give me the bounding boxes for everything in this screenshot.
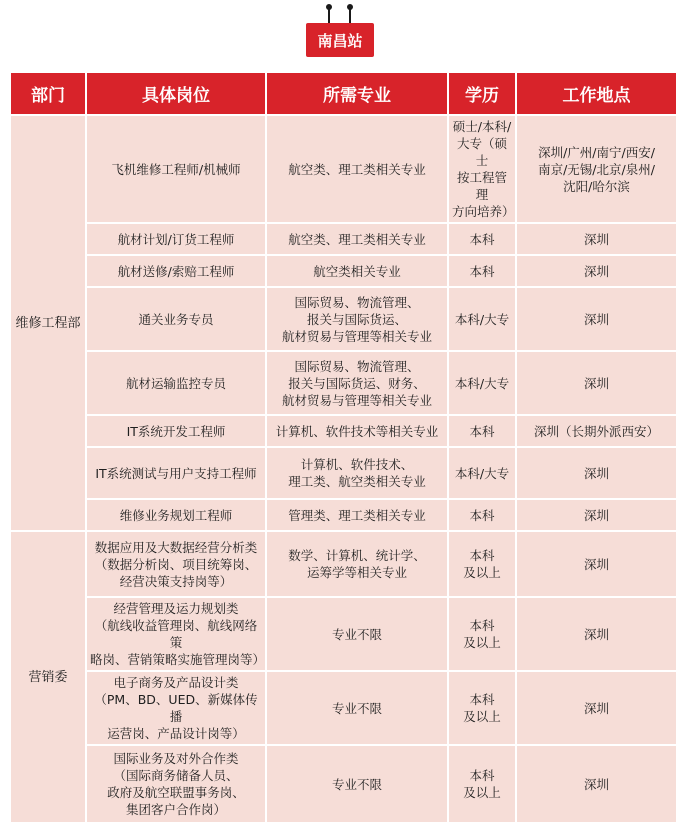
header-education: 学历	[448, 73, 516, 115]
hanging-line-right	[349, 7, 351, 23]
job-table	[9, 73, 678, 824]
major-cell: 计算机、软件技术、 理工类、航空类相关专业	[266, 447, 448, 499]
major-cell: 专业不限	[266, 671, 448, 745]
position-cell: IT系统开发工程师	[86, 415, 266, 447]
education-cell: 硕士/本科/ 大专（硕士 按工程管理 方向培养）	[448, 115, 516, 223]
education-cell: 本科/大专	[448, 447, 516, 499]
location-cell: 深圳	[516, 671, 677, 745]
hanging-line-left	[328, 7, 330, 23]
education-cell: 本科	[448, 499, 516, 531]
education-cell: 本科 及以上	[448, 531, 516, 597]
location-cell: 深圳	[516, 287, 677, 351]
table-row	[10, 255, 677, 287]
header-major: 所需专业	[266, 73, 448, 115]
position-cell: 航材运输监控专员	[86, 351, 266, 415]
header-position: 具体岗位	[86, 73, 266, 115]
education-cell: 本科/大专	[448, 351, 516, 415]
position-cell: 航材计划/订货工程师	[86, 223, 266, 255]
location-cell: 深圳	[516, 499, 677, 531]
education-cell: 本科	[448, 415, 516, 447]
table-row	[10, 415, 677, 447]
position-cell: 通关业务专员	[86, 287, 266, 351]
department-cell: 维修工程部	[10, 115, 86, 531]
location-cell: 深圳	[516, 597, 677, 671]
location-cell: 深圳	[516, 531, 677, 597]
major-cell: 管理类、理工类相关专业	[266, 499, 448, 531]
position-cell: 维修业务规划工程师	[86, 499, 266, 531]
education-cell: 本科 及以上	[448, 745, 516, 823]
education-cell: 本科 及以上	[448, 597, 516, 671]
major-cell: 国际贸易、物流管理、 报关与国际货运、 航材贸易与管理等相关专业	[266, 287, 448, 351]
location-cell: 深圳（长期外派西安）	[516, 415, 677, 447]
table-row	[10, 115, 677, 223]
header-location: 工作地点	[516, 73, 677, 115]
major-cell: 航空类相关专业	[266, 255, 448, 287]
major-cell: 专业不限	[266, 745, 448, 823]
table-row	[10, 671, 677, 745]
position-cell: 国际业务及对外合作类 （国际商务储备人员、 政府及航空联盟事务岗、 集团客户合作岗）	[86, 745, 266, 823]
major-cell: 计算机、软件技术等相关专业	[266, 415, 448, 447]
location-cell: 深圳	[516, 223, 677, 255]
table-row	[10, 531, 677, 597]
header-department: 部门	[10, 73, 86, 115]
station-banner-area	[0, 0, 682, 70]
table-row	[10, 287, 677, 351]
location-cell: 深圳/广州/南宁/西安/ 南京/无锡/北京/泉州/ 沈阳/哈尔滨	[516, 115, 677, 223]
major-cell: 数学、计算机、统计学、 运筹学等相关专业	[266, 531, 448, 597]
education-cell: 本科/大专	[448, 287, 516, 351]
position-cell: 飞机维修工程师/机械师	[86, 115, 266, 223]
major-cell: 国际贸易、物流管理、 报关与国际货运、财务、 航材贸易与管理等相关专业	[266, 351, 448, 415]
location-cell: 深圳	[516, 447, 677, 499]
location-cell: 深圳	[516, 745, 677, 823]
position-cell: 电子商务及产品设计类 （PM、BD、UED、新媒体传播 运营岗、产品设计岗等）	[86, 671, 266, 745]
major-cell: 航空类、理工类相关专业	[266, 115, 448, 223]
major-cell: 专业不限	[266, 597, 448, 671]
table-row	[10, 597, 677, 671]
location-cell: 深圳	[516, 255, 677, 287]
education-cell: 本科	[448, 223, 516, 255]
position-cell: 航材送修/索赔工程师	[86, 255, 266, 287]
position-cell: 数据应用及大数据经营分析类 （数据分析岗、项目统筹岗、 经营决策支持岗等）	[86, 531, 266, 597]
table-header-row	[10, 73, 677, 115]
major-cell: 航空类、理工类相关专业	[266, 223, 448, 255]
station-banner: 南昌站	[306, 23, 374, 57]
table-row	[10, 447, 677, 499]
position-cell: IT系统测试与用户支持工程师	[86, 447, 266, 499]
location-cell: 深圳	[516, 351, 677, 415]
department-cell: 营销委	[10, 531, 86, 823]
table-row	[10, 499, 677, 531]
table-row	[10, 223, 677, 255]
position-cell: 经营管理及运力规划类 （航线收益管理岗、航线网络策 略岗、营销策略实施管理岗等）	[86, 597, 266, 671]
table-row	[10, 351, 677, 415]
table-row	[10, 745, 677, 823]
education-cell: 本科 及以上	[448, 671, 516, 745]
education-cell: 本科	[448, 255, 516, 287]
